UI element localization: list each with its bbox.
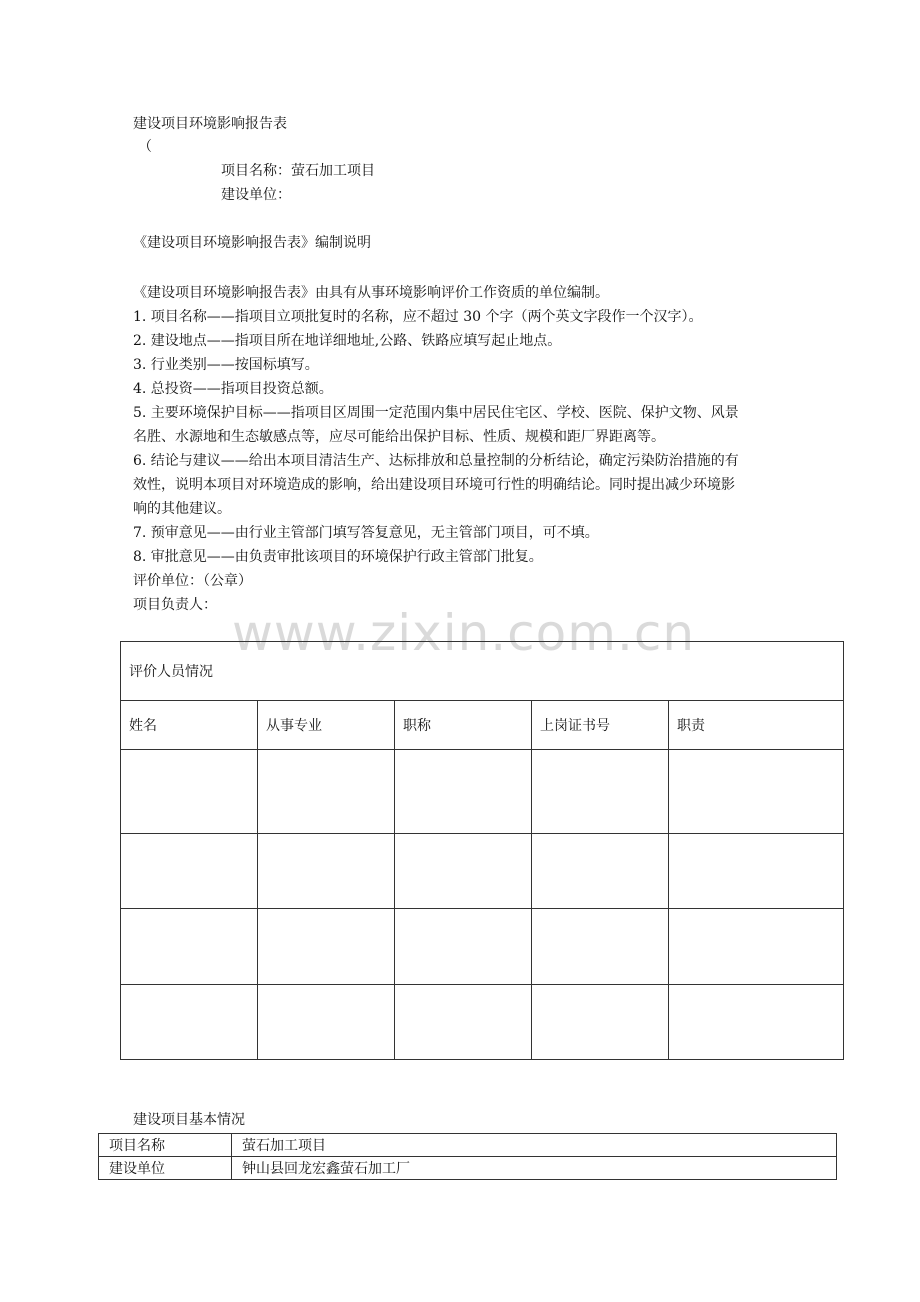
staff-table-title: 评价人员情况 bbox=[121, 642, 844, 701]
header-title: 职称 bbox=[395, 701, 532, 750]
basic-info-table bbox=[98, 1133, 837, 1180]
document-title: 建设项目环境影响报告表 bbox=[133, 116, 287, 132]
empty-cell bbox=[395, 834, 532, 909]
table-row bbox=[99, 1134, 837, 1157]
project-name-line: 项目名称：萤石加工项目 bbox=[221, 163, 375, 179]
staff-table bbox=[120, 641, 844, 1060]
empty-cell bbox=[669, 834, 844, 909]
open-parenthesis: （ bbox=[138, 139, 152, 155]
header-certificate-number: 上岗证书号 bbox=[532, 701, 669, 750]
empty-cell bbox=[395, 985, 532, 1060]
instruction-item-continued: 响的其他建议。 bbox=[133, 501, 231, 517]
empty-cell bbox=[532, 750, 669, 834]
evaluation-unit: 评价单位：（公章） bbox=[133, 573, 252, 589]
construction-unit-line: 建设单位： bbox=[221, 187, 291, 203]
empty-cell bbox=[669, 750, 844, 834]
table-row bbox=[121, 985, 844, 1060]
basic-label: 建设单位 bbox=[99, 1157, 232, 1180]
table-row bbox=[121, 750, 844, 834]
empty-cell bbox=[669, 985, 844, 1060]
empty-cell bbox=[258, 834, 395, 909]
instruction-item: 5. 主要环境保护目标——指项目区周围一定范围内集中居民住宅区、学校、医院、保护文物、风景 bbox=[133, 405, 739, 421]
basic-value: 萤石加工项目 bbox=[232, 1134, 837, 1157]
empty-cell bbox=[532, 985, 669, 1060]
header-duty: 职责 bbox=[669, 701, 844, 750]
header-name: 姓名 bbox=[121, 701, 258, 750]
empty-cell bbox=[532, 834, 669, 909]
instruction-item: 1. 项目名称——指项目立项批复时的名称，应不超过 30 个字（两个英文字段作一个汉字）。 bbox=[133, 309, 703, 325]
empty-cell bbox=[532, 909, 669, 985]
table-row bbox=[99, 1157, 837, 1180]
basic-info-title: 建设项目基本情况 bbox=[133, 1112, 245, 1128]
empty-cell bbox=[121, 750, 258, 834]
intro-paragraph: 《建设项目环境影响报告表》由具有从事环境影响评价工作资质的单位编制。 bbox=[133, 285, 609, 301]
empty-cell bbox=[258, 750, 395, 834]
watermark: www.zixin.com.cn bbox=[232, 604, 696, 662]
table-row bbox=[121, 909, 844, 985]
empty-cell bbox=[121, 985, 258, 1060]
empty-cell bbox=[121, 909, 258, 985]
project-leader: 项目负责人： bbox=[133, 597, 217, 613]
empty-cell bbox=[258, 909, 395, 985]
empty-cell bbox=[395, 909, 532, 985]
basic-value: 钟山县回龙宏鑫萤石加工厂 bbox=[232, 1157, 837, 1180]
header-specialty: 从事专业 bbox=[258, 701, 395, 750]
instruction-item: 6. 结论与建议——给出本项目清洁生产、达标排放和总量控制的分析结论，确定污染防治措施的有 bbox=[133, 453, 739, 469]
instruction-item-continued: 效性，说明本项目对环境造成的影响，给出建设项目环境可行性的明确结论。同时提出减少环境影 bbox=[133, 477, 735, 493]
empty-cell bbox=[258, 985, 395, 1060]
empty-cell bbox=[121, 834, 258, 909]
instruction-item-continued: 名胜、水源地和生态敏感点等，应尽可能给出保护目标、性质、规模和距厂界距离等。 bbox=[133, 429, 665, 445]
instruction-item: 8. 审批意见——由负责审批该项目的环境保护行政主管部门批复。 bbox=[133, 549, 543, 565]
table-row bbox=[121, 834, 844, 909]
instruction-item: 2. 建设地点——指项目所在地详细地址,公路、铁路应填写起止地点。 bbox=[133, 333, 562, 349]
empty-cell bbox=[395, 750, 532, 834]
empty-cell bbox=[669, 909, 844, 985]
explanation-title: 《建设项目环境影响报告表》编制说明 bbox=[133, 235, 371, 251]
basic-label: 项目名称 bbox=[99, 1134, 232, 1157]
instruction-item: 4. 总投资——指项目投资总额。 bbox=[133, 381, 333, 397]
instruction-item: 3. 行业类别——按国标填写。 bbox=[133, 357, 319, 373]
instruction-item: 7. 预审意见——由行业主管部门填写答复意见，无主管部门项目，可不填。 bbox=[133, 525, 599, 541]
